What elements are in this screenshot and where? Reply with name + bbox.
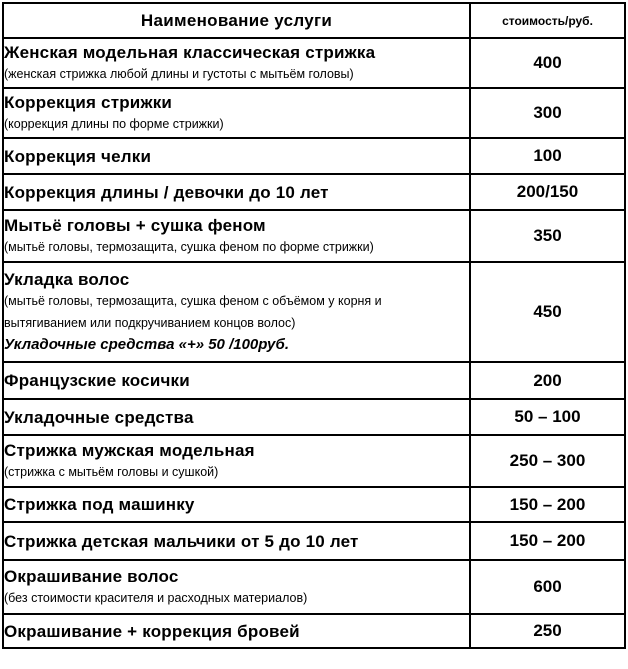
- service-cell: [3, 38, 470, 88]
- service-price: 300: [470, 88, 625, 138]
- table-row: [3, 38, 625, 88]
- service-note: (мытьё головы, термозащита, сушка феном с объёмом у корня и: [4, 293, 382, 308]
- service-cell: [3, 362, 470, 399]
- service-cell: [3, 174, 470, 210]
- service-price: 400: [470, 38, 625, 88]
- service-name: Коррекция челки: [4, 146, 152, 166]
- service-name: Коррекция длины / девочки до 10 лет: [4, 182, 329, 202]
- service-price: 200: [470, 362, 625, 399]
- service-cell: [3, 435, 470, 487]
- service-extra-note: Укладочные средства «+» 50 /100руб.: [4, 335, 290, 353]
- service-cell: [3, 138, 470, 174]
- service-price: 200/150: [470, 174, 625, 210]
- table-row: [3, 174, 625, 210]
- service-name: Стрижка детская мальчики от 5 до 10 лет: [4, 531, 359, 551]
- service-name: Окрашивание + коррекция бровей: [4, 621, 300, 641]
- service-price: 350: [470, 210, 625, 262]
- service-note: (коррекция длины по форме стрижки): [4, 116, 224, 131]
- service-name: Укладочные средства: [4, 407, 194, 427]
- service-cell: [3, 522, 470, 560]
- service-note: (женская стрижка любой длины и густоты с мытьём головы): [4, 66, 354, 81]
- table-row: [3, 560, 625, 614]
- service-name: Французские косички: [4, 371, 190, 390]
- table-row: [3, 435, 625, 487]
- service-cell: [3, 614, 470, 648]
- price-column-header: стоимость/руб.: [470, 3, 625, 38]
- service-cell: [3, 210, 470, 262]
- table-header-row: [3, 3, 625, 38]
- service-note: (без стоимости красителя и расходных материалов): [4, 590, 308, 605]
- service-name: Стрижка мужская модельная: [4, 440, 255, 460]
- table-row: [3, 138, 625, 174]
- service-price: 250 – 300: [470, 435, 625, 487]
- service-note-continued: вытягиванием или подкручиванием концов волос): [4, 315, 296, 330]
- table-row: [3, 399, 625, 435]
- service-note: (стрижка с мытьём головы и сушкой): [4, 464, 219, 479]
- service-cell: [3, 88, 470, 138]
- service-name: Укладка волос: [4, 269, 130, 289]
- service-cell: [3, 560, 470, 614]
- service-price: 250: [470, 614, 625, 648]
- table-row: [3, 210, 625, 262]
- service-price: 100: [470, 138, 625, 174]
- service-name: Окрашивание волос: [4, 566, 179, 586]
- price-list-table: [2, 2, 626, 649]
- table-row: [3, 362, 625, 399]
- service-name: Стрижка под машинку: [4, 495, 195, 514]
- service-cell: [3, 262, 470, 362]
- service-price: 450: [470, 262, 625, 362]
- table-row: [3, 88, 625, 138]
- service-name: Коррекция стрижки: [4, 92, 173, 112]
- service-price: 600: [470, 560, 625, 614]
- service-name: Женская модельная классическая стрижка: [4, 42, 376, 62]
- service-price: 50 – 100: [470, 399, 625, 435]
- table-row: [3, 522, 625, 560]
- service-cell: [3, 399, 470, 435]
- table-row: [3, 614, 625, 648]
- service-name: Мытьё головы + сушка феном: [4, 215, 266, 235]
- service-cell: [3, 487, 470, 522]
- table-row: [3, 487, 625, 522]
- service-note: (мытьё головы, термозащита, сушка феном по форме стрижки): [4, 239, 374, 254]
- service-price: 150 – 200: [470, 522, 625, 560]
- table-row: [3, 262, 625, 362]
- service-column-header: Наименование услуги: [3, 3, 470, 38]
- service-price: 150 – 200: [470, 487, 625, 522]
